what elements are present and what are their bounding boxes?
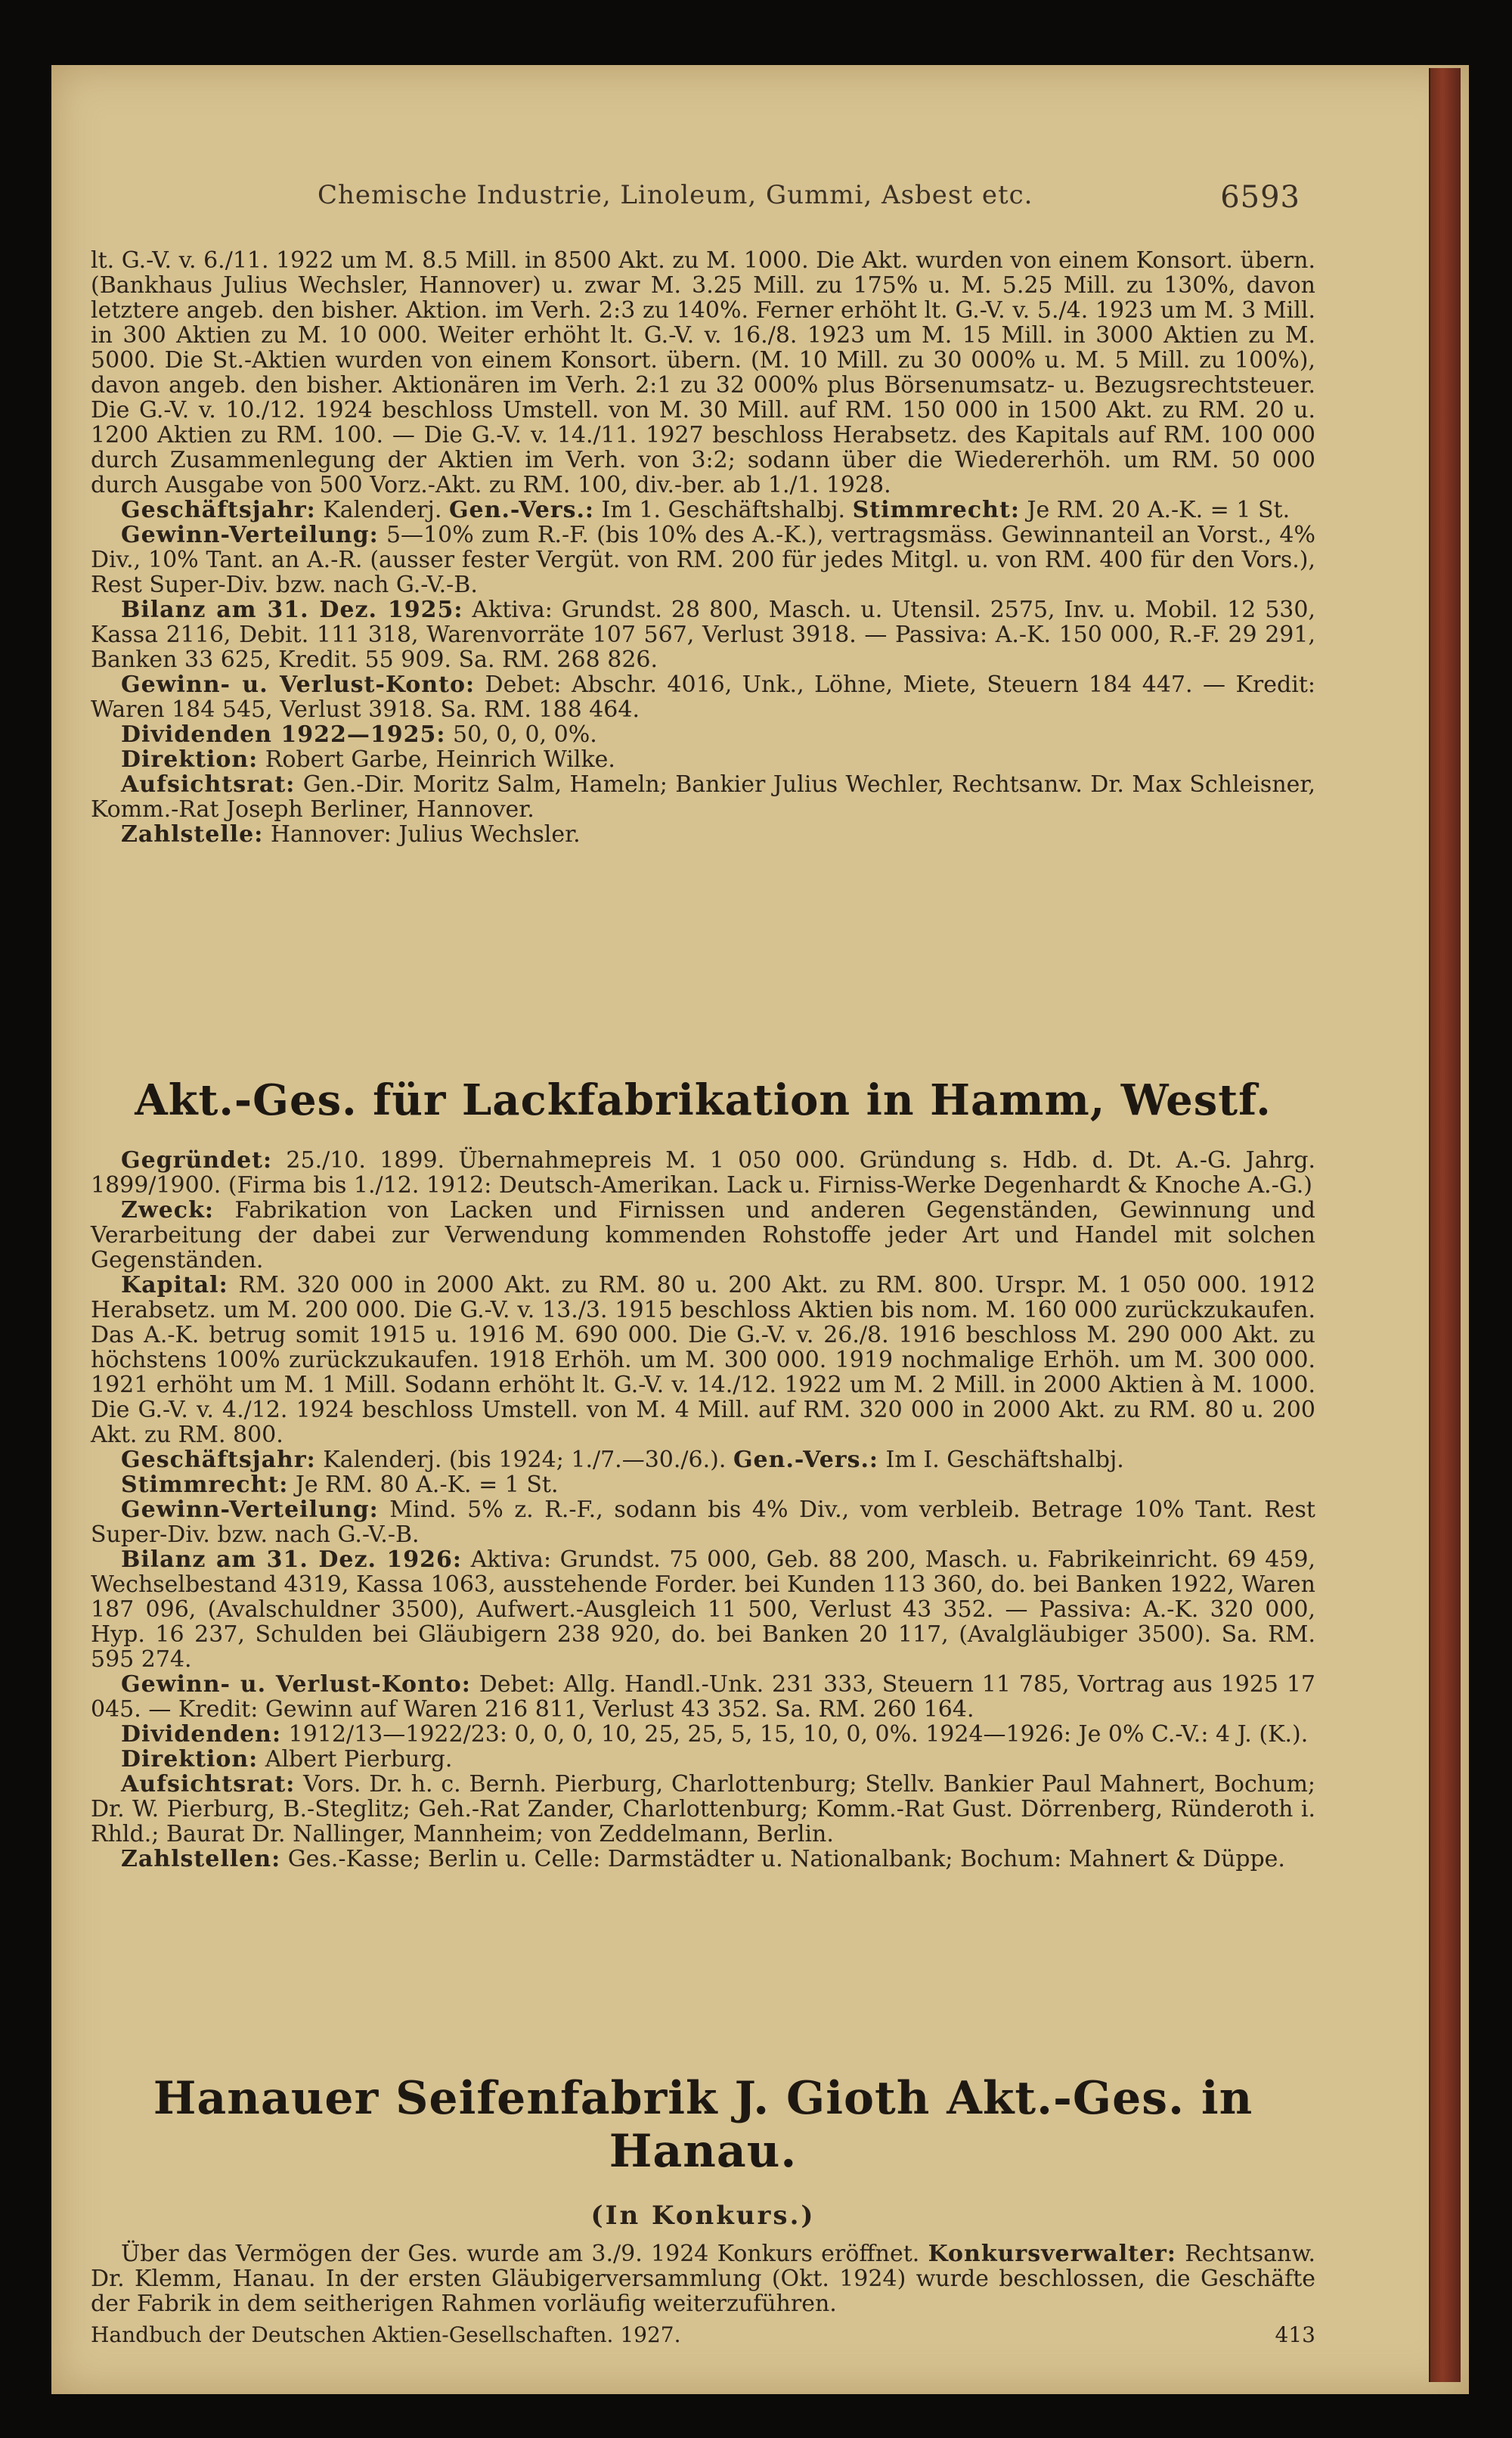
- label-bilanz: Bilanz am 31. Dez. 1925:: [121, 597, 463, 623]
- label-geschaeftsjahr: Geschäftsjahr:: [121, 497, 316, 523]
- founded: [91, 1148, 1315, 1198]
- text-dividenden-2: 1912/13—1922/23: 0, 0, 0, 10, 25, 25, 5, 15, 10, 0, 0%. 1924—1926: Je 0% C.-V.: 4 J. (K.).: [281, 1721, 1309, 1748]
- business-year-line: [91, 498, 1315, 523]
- label-stimmrecht-2: Stimmrecht:: [121, 1472, 289, 1498]
- text-gen-vers: Im 1. Geschäftshalbj.: [594, 497, 853, 523]
- purpose: [91, 1198, 1315, 1273]
- management-2: [91, 1747, 1315, 1772]
- label-guv: Gewinn- u. Verlust-Konto:: [121, 672, 476, 698]
- label-gewinn-verteilung: Gewinn-Verteilung:: [121, 522, 379, 548]
- capital-history-paragraph: lt. G.-V. v. 6./11. 1922 um M. 8.5 Mill. in 8500 Akt. zu M. 1000. Die Akt. wurden von einem Konsort. übern. (Bankhaus Julius Wechsler, Hannover) u. zwar M. 3.25 Mill. zu 175% u. M. 5.25 Mill. zu 130%, davon letztere angeb. den bisher. Aktion. im Verh. 2:3 zu 140%. Ferner erhöht lt. G.-V. v. 5./4. 1923 um M. 3 Mill. in 300 Aktien zu M. 10 000. Weiter erhöht lt. G.-V. v. 16./8. 1923 um M. 15 Mill. in 3000 Aktien zu M. 5000. Die St.-Aktien wurden von einem Konsort. übern. (M. 10 Mill. zu 30 000% u. M. 5 Mill. zu 100%), davon angeb. den bisher. Aktionären im Verh. 2:1 zu 32 000% plus Börsenumsatz- u. Bezugsrechtsteuer. Die G.-V. v. 10./12. 1924 beschloss Umstell. von M. 30 Mill. auf RM. 150 000 in 1500 Akt. zu RM. 20 u. 1200 Aktien zu RM. 100. — Die G.-V. v. 14./11. 1927 beschloss Herabsetz. des Kapitals auf RM. 100 000 durch Zusammenlegung der Aktien im Verh. von 3:2; sodann über die Wiedererhöh. um RM. 50 000 durch Ausgabe von 500 Vorz.-Akt. zu RM. 100, div.-ber. ab 1./1. 1928.: [91, 247, 1315, 498]
- text-bilanz-2: Aktiva: Grundst. 75 000, Geb. 88 200, Masch. u. Fabrikeinricht. 69 459, Wechselbestand 4319, Kassa 1063, ausstehende Forder. bei Kunden 113 360, do. bei Banken 1922, Waren 187 096, (Avalschuldner 3500), Aufwert.-Ausgleich 11 500, Verlust 43 352. — Passiva: A.-K. 320 000, Hyp. 16 237, Schulden bei Gläubigern 238 920, do. bei Banken 20 117, (Avalgläubiger 3500). Sa. RM. 595 274.: [91, 1546, 1315, 1673]
- text-dividenden: 50, 0, 0, 0%.: [445, 721, 597, 748]
- book-binding-edge: [1429, 68, 1461, 2382]
- profit-distribution: [91, 523, 1315, 597]
- text-geschaeftsjahr-2: Kalenderj. (bis 1924; 1./7.—30./6.).: [315, 1447, 733, 1473]
- label-aufsichtsrat-2: Aufsichtsrat:: [121, 1771, 296, 1797]
- label-gegruendet: Gegründet:: [121, 1147, 273, 1174]
- running-head: [318, 180, 1300, 215]
- section-continuation: [91, 248, 1315, 847]
- text-gewinn-verteilung: 5—10% zum R.-F. (bis 10% des A.-K.), vertragsmäss. Gewinnanteil an Vorst., 4% Div., 10% Tant. an A.-R. (ausser fester Vergüt. von RM. 200 für jedes Mitgl. u. von RM. 400 für den Vors.), Rest Super-Div. bzw. nach G.-V.-B.: [91, 522, 1315, 598]
- management: [91, 747, 1315, 772]
- company-title-hamm: Akt.-Ges. für Lackfabrikation in Hamm, Westf.: [135, 1075, 1272, 1125]
- label-gen-vers-2: Gen.-Vers.:: [733, 1447, 878, 1473]
- text-zweck: Fabrikation von Lacken und Firnissen und anderen Gegenständen, Gewinnung und Verarbeitung der dabei zur Verwendung kommenden Rohstoffe jeder Art und Handel mit solchen Gegenständen.: [91, 1197, 1315, 1273]
- label-zweck: Zweck:: [121, 1197, 214, 1224]
- label-zahlstellen-2: Zahlstellen:: [121, 1846, 281, 1872]
- text-gegruendet: 25./10. 1899. Übernahmepreis M. 1 050 000. Gründung s. Hdb. d. Dt. A.-G. Jahrg. 1899/1900. (Firma bis 1./12. 1912: Deutsch-Amerikan. Lack u. Firniss-Werke Degenhardt & Knoche A.-G.): [91, 1147, 1315, 1199]
- company-entry-hamm: [91, 1045, 1315, 1872]
- company-title-hanau: Hanauer Seifenfabrik J. Gioth Akt.-Ges. in Hanau.: [153, 2072, 1253, 2178]
- label-gen-vers: Gen.-Vers.:: [448, 497, 594, 523]
- label-guv-2: Gewinn- u. Verlust-Konto:: [121, 1671, 471, 1698]
- balance-sheet-2: [91, 1547, 1315, 1672]
- footer-book-title: Handbuch der Deutschen Aktien-Gesellschaften. 1927.: [91, 2322, 681, 2347]
- text-direktion-2: Albert Pierburg.: [258, 1746, 453, 1773]
- text-geschaeftsjahr: Kalenderj.: [315, 497, 449, 523]
- footer-signature-number: 413: [1275, 2322, 1315, 2347]
- business-year-line-2: [91, 1447, 1315, 1472]
- text-zahlstellen-2: Ges.-Kasse; Berlin u. Celle: Darmstädter u. Nationalbank; Bochum: Mahnert & Düppe.: [280, 1846, 1285, 1872]
- supervisory-board: [91, 772, 1315, 822]
- profit-loss-account: [91, 672, 1315, 722]
- text-gen-vers-2: Im I. Geschäftshalbj.: [878, 1447, 1124, 1473]
- label-direktion: Direktion:: [121, 746, 259, 773]
- text-gewinn-verteilung-2: Mind. 5% z. R.-F., sodann bis 4% Div., vom verbleib. Betrage 10% Tant. Rest Super-Div. bzw. nach G.-V.-B.: [91, 1497, 1315, 1548]
- in-bankruptcy-subtitle: (In Konkurs.): [590, 2201, 816, 2231]
- paying-agents-2: [91, 1847, 1315, 1872]
- text-aufsichtsrat: Gen.-Dir. Moritz Salm, Hameln; Bankier Julius Wechler, Rechtsanw. Dr. Max Schleisner, Komm.-Rat Joseph Berliner, Hannover.: [91, 771, 1315, 823]
- text-stimmrecht-2: Je RM. 80 A.-K. = 1 St.: [288, 1472, 559, 1498]
- text-guv-2: Debet: Allg. Handl.-Unk. 231 333, Steuern 11 785, Vortrag aus 1925 17 045. — Kredit: Gewinn auf Waren 216 811, Verlust 43 352. Sa. RM. 260 164.: [91, 1671, 1315, 1723]
- label-zahlstelle: Zahlstelle:: [121, 821, 264, 848]
- capital: [91, 1273, 1315, 1447]
- label-geschaeftsjahr-2: Geschäftsjahr:: [121, 1447, 316, 1473]
- text-guv: Debet: Abschr. 4016, Unk., Löhne, Miete, Steuern 184 447. — Kredit: Waren 184 545, Verlust 3918. Sa. RM. 188 464.: [91, 672, 1315, 723]
- text-direktion: Robert Garbe, Heinrich Wilke.: [258, 746, 615, 773]
- label-gewinn-verteilung-2: Gewinn-Verteilung:: [121, 1497, 379, 1523]
- voting-right: [91, 1472, 1315, 1497]
- text-kapital: RM. 320 000 in 2000 Akt. zu RM. 80 u. 200 Akt. zu RM. 800. Urspr. M. 1 050 000. 1912 Herabsetz. um M. 200 000. Die G.-V. v. 13./3. 1915 beschloss Aktien bis nom. M. 160 000 zurückzukaufen. Das A.-K. betrug somit 1915 u. 1916 M. 690 000. Die G.-V. v. 26./8. 1916 beschloss M. 290 000 Akt. zu höchstens 100% zurückzukaufen. 1918 Erhöh. um M. 300 000. 1919 nochmalige Erhöh. um M. 300 000. 1921 erhöht um M. 1 Mill. Sodann erhöht lt. G.-V. v. 14./12. 1922 um M. 2 Mill. in 2000 Aktien à M. 1000. Die G.-V. v. 4./12. 1924 beschloss Umstell. von M. 4 Mill. auf RM. 320 000 in 2000 Akt. zu RM. 80 u. 200 Akt. zu RM. 800.: [91, 1272, 1315, 1448]
- paying-agent: [91, 822, 1315, 847]
- label-stimmrecht: Stimmrecht:: [852, 497, 1020, 523]
- balance-sheet: [91, 597, 1315, 672]
- label-dividenden: Dividenden 1922—1925:: [121, 721, 446, 748]
- dividends: [91, 722, 1315, 747]
- text-stimmrecht: Je RM. 20 A.-K. = 1 St.: [1019, 497, 1290, 523]
- company-entry-hanau: [91, 2042, 1315, 2347]
- running-head-title: Chemische Industrie, Linoleum, Gummi, Asbest etc.: [318, 180, 1033, 210]
- bankruptcy-text-b: Rechtsanw. Dr. Klemm, Hanau. In der ersten Gläubigerversammlung (Okt. 1924) wurde beschlossen, die Geschäfte der Fabrik in dem seitherigen Rahmen vorläufig weiterzuführen.: [91, 2241, 1315, 2317]
- label-konkursverwalter: Konkursverwalter:: [928, 2241, 1176, 2267]
- label-dividenden-2: Dividenden:: [121, 1721, 282, 1748]
- page-number: 6593: [1220, 180, 1300, 215]
- bankruptcy-text-a: Über das Vermögen der Ges. wurde am 3./9. 1924 Konkurs eröffnet.: [121, 2241, 928, 2267]
- text-aufsichtsrat-2: Vors. Dr. h. c. Bernh. Pierburg, Charlottenburg; Stellv. Bankier Paul Mahnert, Bochum; Dr. W. Pierburg, B.-Steglitz; Geh.-Rat Zander, Charlottenburg; Komm.-Rat Gust. Dörrenberg, Ründeroth i. Rhld.; Baurat Dr. Nallinger, Mannheim; von Zeddelmann, Berlin.: [91, 1771, 1315, 1847]
- label-direktion-2: Direktion:: [121, 1746, 259, 1773]
- dividends-2: [91, 1722, 1315, 1747]
- supervisory-board-2: [91, 1772, 1315, 1847]
- profit-loss-account-2: [91, 1672, 1315, 1722]
- text-bilanz: Aktiva: Grundst. 28 800, Masch. u. Utensil. 2575, Inv. u. Mobil. 12 530, Kassa 2116, Debit. 111 318, Warenvorräte 107 567, Verlust 3918. — Passiva: A.-K. 150 000, R.-F. 29 291, Banken 33 625, Kredit. 55 909. Sa. RM. 268 826.: [91, 597, 1315, 673]
- label-bilanz-2: Bilanz am 31. Dez. 1926:: [121, 1546, 463, 1573]
- label-kapital: Kapital:: [121, 1272, 228, 1298]
- text-zahlstelle: Hannover: Julius Wechsler.: [263, 821, 581, 848]
- page-footer: [91, 2322, 1315, 2347]
- bankruptcy-paragraph: [91, 2241, 1315, 2316]
- profit-distribution-2: [91, 1497, 1315, 1547]
- label-aufsichtsrat: Aufsichtsrat:: [121, 771, 296, 798]
